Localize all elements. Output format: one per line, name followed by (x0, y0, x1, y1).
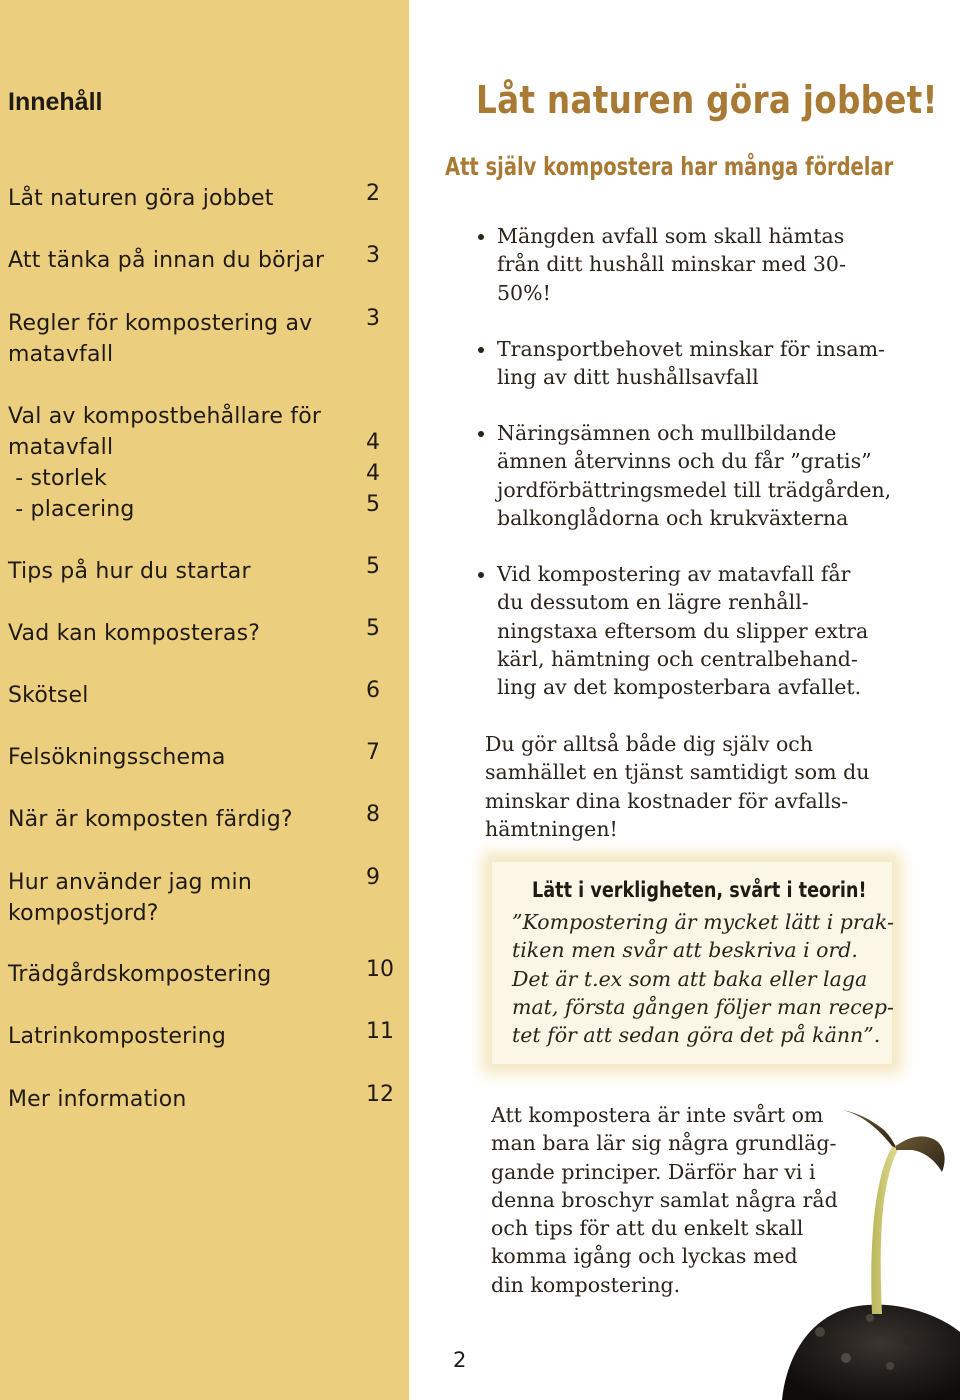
toc-entry-page: 9 (366, 865, 380, 890)
page-number: 2 (453, 1348, 467, 1372)
list-item-text: Transportbehovet minskar för insam- ling av ditt hushållsavfall (497, 337, 885, 390)
toc-entry-text: matavfall (8, 342, 114, 367)
list-item-text: Näringsämnen och mullbildande ämnen återvinns och du får ”gratis” jordförbättringsmedel till trädgården, balkonglådorna och krukväxterna (497, 421, 892, 530)
toc-entry-text: Felsökningsschema (8, 745, 226, 770)
quote-text: ”Kompostering är mycket lätt i prak- tiken men svår att beskriva i ord. Det är t.ex som att baka eller laga mat, första gången följer man recep- tet för att sedan göra det på känn”. (512, 910, 894, 1048)
table-of-contents-sidebar (0, 0, 409, 1400)
toc-entry-text: - storlek (8, 466, 107, 491)
toc-entry-page: 7 (366, 740, 380, 765)
toc-entry-page: 3 (366, 306, 380, 331)
toc-entry-page: 5 (366, 616, 380, 641)
toc-entry-page: 5 (366, 554, 380, 579)
list-item-text: Vid kompostering av matavfall får du dessutom en lägre renhåll- ningstaxa eftersom du slipper extra kärl, hämtning och centralbehand- ling av det komposterbara avfallet. (497, 562, 869, 700)
toc-entry-page: 6 (366, 678, 380, 703)
toc-entry-text: Att tänka på innan du börjar (8, 248, 325, 273)
toc-entry-page: 11 (366, 1019, 394, 1044)
body-paragraph: Du gör alltså både dig själv och samhället en tjänst samtidigt som du minskar dina kostnader för avfalls- hämtningen! (485, 732, 870, 841)
toc-entry-text: Vad kan komposteras? (8, 621, 261, 646)
toc-entry-text: Skötsel (8, 683, 89, 708)
bullet-icon (478, 572, 484, 578)
quote-heading: Lätt i verkligheten, svårt i teorin! (532, 878, 867, 902)
toc-entry-text: matavfall (8, 435, 114, 460)
toc-entry-page: 4 (366, 430, 380, 455)
toc-entry-text: Låt naturen göra jobbet (8, 186, 274, 211)
toc-entry-page: 4 (366, 461, 380, 486)
page-title: Låt naturen göra jobbet! (476, 78, 938, 122)
toc-entry-page: 12 (366, 1082, 394, 1107)
toc-entry-text: Val av kompostbehållare för (8, 404, 322, 429)
toc-entry-text: Latrinkompostering (8, 1024, 227, 1049)
page-subtitle: Att själv kompostera har många fördelar (445, 152, 894, 181)
toc-entry-page: 8 (366, 802, 380, 827)
toc-entry-text: Trädgårdskompostering (8, 962, 272, 987)
toc-entry-text: Tips på hur du startar (8, 559, 251, 584)
toc-entry-text: kompostjord? (8, 901, 159, 926)
toc-entry-text: Hur använder jag min (8, 870, 252, 895)
bullet-icon (478, 431, 484, 437)
list-item-text: Mängden avfall som skall hämtas från ditt hushåll minskar med 30- 50%! (497, 224, 846, 305)
bullet-icon (478, 234, 484, 240)
toc-entry-page: 2 (366, 181, 380, 206)
body-paragraph: Att kompostera är inte svårt om man bara lär sig några grundläg- gande principer. Därför har vi i denna broschyr samlat några råd och tips för att du enkelt skall komma igång och lyckas med din kompostering. (491, 1103, 838, 1297)
toc-entry-page: 3 (366, 243, 380, 268)
toc-entry-text: Regler för kompostering av (8, 311, 313, 336)
toc-title: Innehåll (8, 88, 103, 116)
toc-entry-text: - placering (8, 497, 135, 522)
bullet-icon (478, 347, 484, 353)
toc-entry-page: 5 (366, 492, 380, 517)
toc-entry-text: När är komposten färdig? (8, 807, 293, 832)
toc-entry-page: 10 (366, 957, 394, 982)
toc-entry-text: Mer information (8, 1087, 187, 1112)
